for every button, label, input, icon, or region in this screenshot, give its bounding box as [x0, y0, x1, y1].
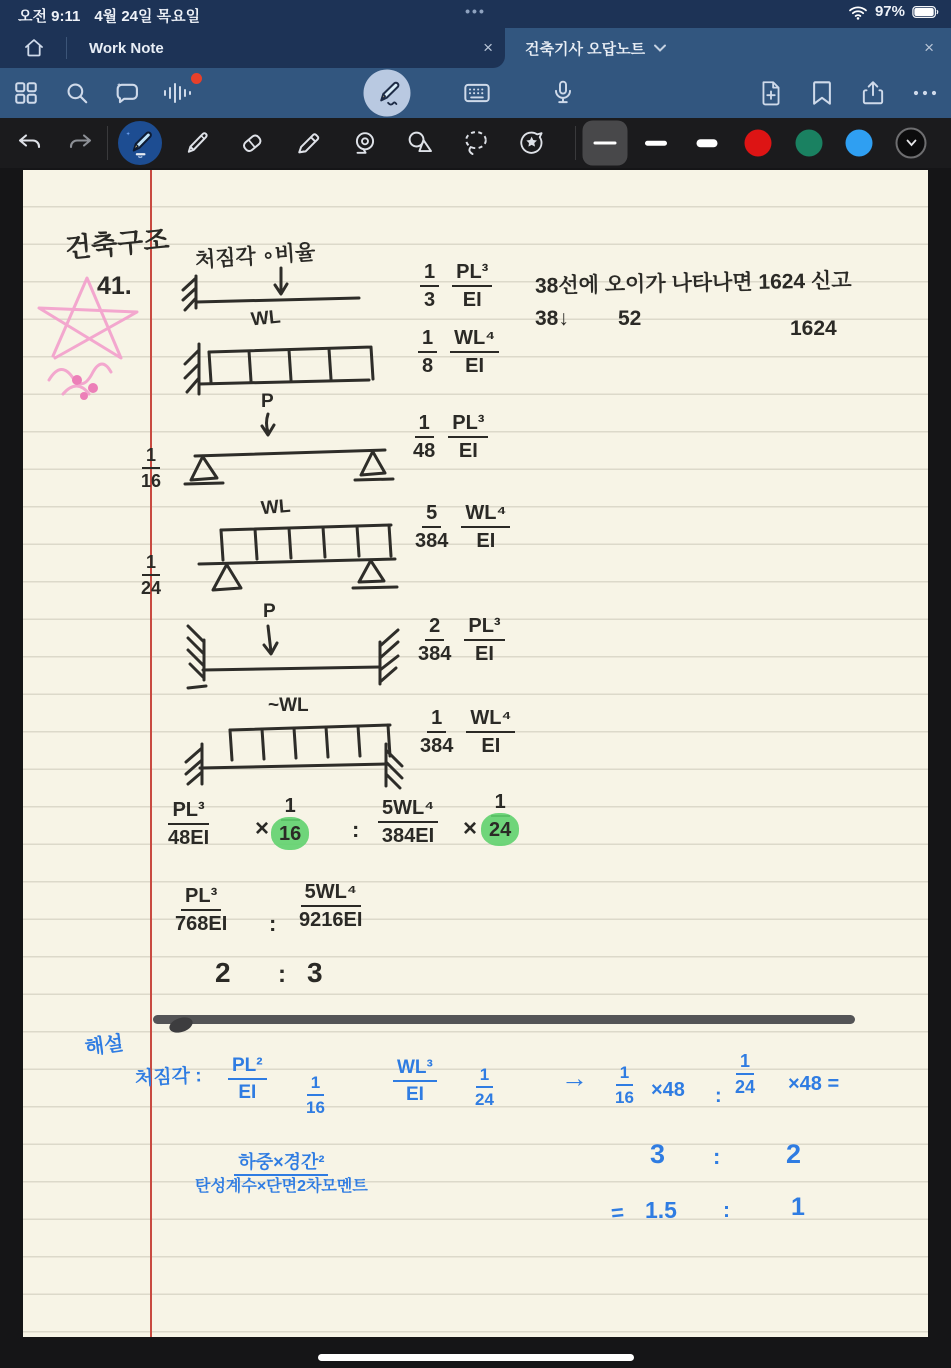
equals-sign: = — [609, 1199, 626, 1226]
ratio-coef-highlighted: $\frac{1}{24}$ — [489, 791, 512, 841]
clock: 오전 9:11 — [18, 8, 81, 25]
search-button[interactable] — [64, 80, 90, 106]
pen-icon — [125, 128, 155, 158]
solution-term: ×48 = — [788, 1073, 840, 1095]
arrow-right: → — [561, 1063, 588, 1093]
search-icon — [64, 80, 90, 106]
solution-frac: $\frac{1}{24}$ — [475, 1065, 494, 1109]
solution-concept-fraction: 하중×경간² 탄성계수×단면2차모멘트 — [195, 1152, 368, 1195]
status-bar — [0, 0, 951, 28]
stroke-width-medium-button[interactable] — [645, 141, 667, 146]
eraser-tool-button[interactable] — [238, 129, 266, 157]
tape-tool-button[interactable] — [350, 129, 380, 157]
tab-work-note[interactable] — [0, 28, 505, 68]
beam-fixed-fixed-point-load — [158, 612, 413, 707]
tape-icon — [350, 129, 380, 157]
tab-current-notebook[interactable] — [505, 28, 951, 68]
color-blue-button[interactable] — [846, 130, 873, 157]
home-indicator[interactable] — [318, 1354, 634, 1361]
ai-chat-button[interactable] — [113, 79, 141, 107]
solution-frac: $\frac{\text{WL³}}{EI}$ — [393, 1058, 437, 1104]
colon: : — [269, 911, 277, 936]
keyboard-icon — [463, 80, 491, 106]
solution-frac: $\frac{1}{16}$ — [615, 1063, 634, 1107]
more-button[interactable] — [912, 89, 938, 97]
toolbar-divider — [107, 126, 108, 160]
margin-line — [150, 170, 152, 1337]
note-subject: 건축구조 — [63, 224, 171, 264]
tab-separator — [66, 37, 67, 59]
colon: : — [278, 961, 286, 988]
solution-ratio: 2 — [786, 1139, 802, 1169]
solution-ratio: 3 — [650, 1139, 666, 1169]
problem-number: 41. — [97, 272, 132, 300]
date: 4월 24일 목요일 — [94, 8, 201, 25]
formula-fixed-udl: $\frac{1}{384}$ $\frac{\text{WL⁴}}{EI}$ — [420, 708, 515, 756]
pen-toolbar — [0, 118, 951, 168]
formula-simple-udl: $\frac{5}{384}$ $\frac{\text{WL⁴}}{EI}$ — [415, 503, 510, 551]
home-button[interactable] — [22, 36, 46, 60]
redo-icon — [66, 131, 94, 155]
solution-frac: $\frac{1}{16}$ — [306, 1073, 325, 1117]
lasso-tool-button[interactable] — [461, 129, 491, 157]
sticker-tool-button[interactable] — [517, 129, 547, 157]
solution-prefix: 처짐각 : — [134, 1065, 203, 1090]
ratio-term: $\frac{\text{5WL⁴}}{9216EI}$ — [299, 881, 363, 931]
times-sign: × — [463, 815, 478, 842]
formula-simple-point: $\frac{1}{48}$ $\frac{\text{PL³}}{EI}$ — [413, 413, 488, 461]
ai-chat-icon — [113, 79, 141, 107]
main-toolbar — [0, 68, 951, 118]
toolbar-divider — [575, 126, 576, 160]
color-red-button[interactable] — [745, 130, 772, 157]
share-icon — [860, 79, 886, 107]
grid-icon — [13, 80, 39, 106]
pen-mode-button[interactable] — [364, 70, 411, 117]
bookmark-button[interactable] — [810, 80, 834, 107]
memo-line: 1624 — [790, 317, 837, 340]
pen-tool-button[interactable] — [118, 121, 162, 165]
keyboard-button[interactable] — [463, 80, 491, 106]
beam-fixed-fixed-udl — [158, 710, 413, 795]
grid-view-button[interactable] — [13, 80, 39, 106]
note-heading: 처짐각 ∘비율 — [194, 240, 317, 273]
colon: : — [715, 1085, 722, 1107]
ratio-coef-highlighted: $\frac{1}{16}$ — [279, 795, 302, 845]
formula-cantilever-point: $\frac{1}{3}$ $\frac{\text{PL³}}{EI}$ — [420, 262, 492, 310]
notification-dot — [191, 73, 202, 84]
times-sign: × — [255, 815, 270, 842]
load-label: WL — [260, 495, 292, 520]
solution-ratio: 1.5 — [645, 1197, 677, 1223]
note-page[interactable] — [23, 170, 928, 1337]
solution-term: ×48 — [651, 1079, 685, 1101]
eraser-icon — [238, 129, 266, 157]
audio-waveform-icon — [162, 80, 192, 106]
audio-record-button[interactable] — [162, 80, 192, 106]
pencil-tool-button[interactable] — [183, 129, 211, 157]
redo-button[interactable] — [66, 131, 94, 155]
load-label: P — [263, 601, 276, 622]
colon: : — [352, 817, 360, 842]
beam-cantilever-udl — [163, 320, 388, 400]
highlighter-tool-button[interactable] — [294, 129, 322, 157]
color-picker-button[interactable] — [896, 128, 927, 159]
battery-percent: 97% — [874, 3, 905, 20]
ratio-term: $\frac{\text{PL³}}{768EI}$ — [175, 885, 228, 935]
solution-frac: $\frac{1}{24}$ — [735, 1051, 756, 1097]
bookmark-icon — [810, 80, 834, 107]
share-button[interactable] — [860, 79, 886, 107]
home-icon — [22, 36, 46, 60]
solution-label: 해설 — [83, 1032, 125, 1060]
memo-line: 38선에 오이가 나타나면 1624 신고 — [534, 269, 852, 298]
pen-mode-icon — [372, 78, 402, 108]
colon: : — [723, 1199, 730, 1222]
tab-bar — [0, 28, 951, 68]
ratio-term: $\frac{\text{PL³}}{48EI}$ — [168, 799, 210, 849]
memo-line: 52 — [618, 307, 642, 330]
beam-simple-point-load — [153, 400, 413, 500]
sticker-icon — [517, 129, 547, 157]
close-tab-button[interactable]: × — [483, 38, 493, 57]
colon: : — [713, 1144, 721, 1169]
tab-title[interactable]: Work Note — [89, 39, 164, 57]
add-page-icon — [758, 79, 785, 107]
solution-ratio: 1 — [791, 1193, 805, 1221]
ratio-result: 2 — [215, 957, 231, 988]
load-label: ~WL — [268, 695, 309, 716]
ratio-result: 3 — [307, 957, 323, 988]
beam-simple-udl — [153, 508, 413, 598]
ratio-term: $\frac{\text{5WL⁴}}{384EI}$ — [378, 798, 438, 846]
multitask-dots-icon[interactable]: ••• — [465, 3, 486, 19]
color-green-button[interactable] — [796, 130, 823, 157]
microphone-button[interactable] — [550, 79, 576, 107]
add-page-button[interactable] — [758, 79, 785, 107]
microphone-icon — [550, 79, 576, 107]
stroke-width-thick-button[interactable] — [697, 139, 718, 147]
formula-cantilever-udl: $\frac{1}{8}$ $\frac{\text{WL⁴}}{EI}$ — [418, 328, 499, 376]
battery-icon — [912, 5, 939, 19]
load-label: WL — [249, 306, 282, 331]
pencil-icon — [183, 129, 211, 157]
undo-button[interactable] — [16, 131, 44, 155]
undo-icon — [16, 131, 44, 155]
shapes-icon — [405, 129, 435, 157]
coef-one-twentyfourth: $\frac{1}{24}$ — [141, 552, 162, 598]
load-label: P — [261, 391, 274, 412]
coef-one-sixteenth: $\frac{1}{16}$ — [141, 445, 162, 491]
chevron-down-icon — [905, 139, 917, 148]
lasso-icon — [461, 129, 491, 157]
more-icon — [912, 89, 938, 97]
highlighter-icon — [294, 129, 322, 157]
chevron-down-icon[interactable] — [653, 43, 667, 53]
wifi-icon — [848, 4, 868, 20]
formula-fixed-point: $\frac{2}{384}$ $\frac{\text{PL³}}{EI}$ — [418, 616, 505, 664]
stroke-width-thin-button[interactable] — [583, 121, 628, 166]
memo-line: 38↓ — [535, 307, 569, 330]
canvas-area — [0, 168, 951, 1368]
shapes-tool-button[interactable] — [405, 129, 435, 157]
pink-star-doodle — [29, 268, 147, 408]
close-tab-button[interactable]: × — [924, 38, 934, 57]
hand-drawn-divider — [153, 1015, 855, 1024]
tab-title[interactable]: 건축기사 오답노트 — [525, 40, 646, 58]
solution-frac: $\frac{\text{PL²}}{EI}$ — [228, 1056, 267, 1102]
